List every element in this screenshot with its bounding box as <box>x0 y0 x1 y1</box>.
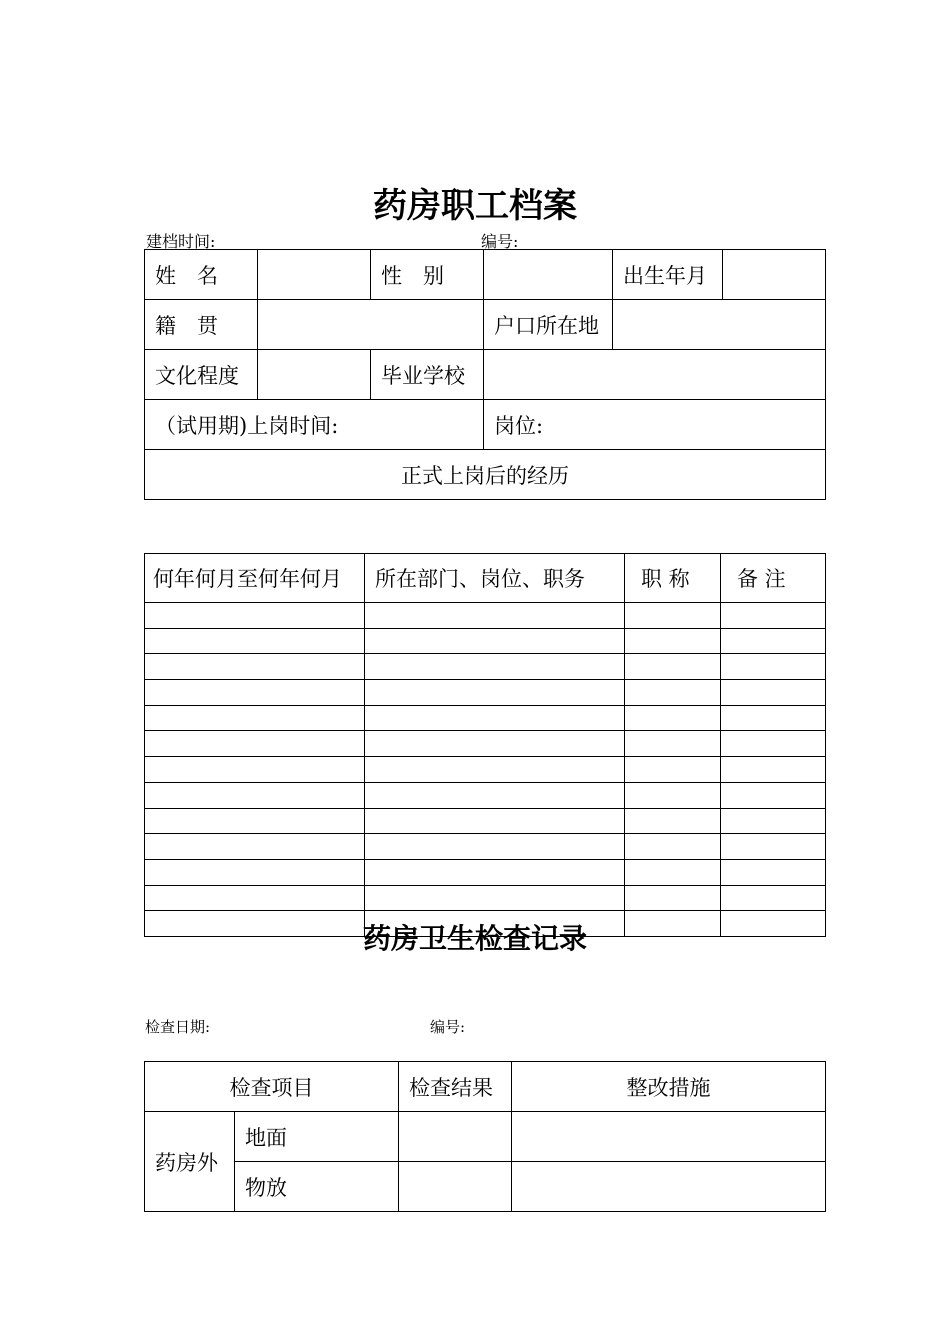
history-table <box>144 553 826 937</box>
history-cell[interactable] <box>365 757 625 783</box>
history-cell[interactable] <box>145 705 365 731</box>
gender-label: 性 别 <box>371 250 484 300</box>
name-field[interactable] <box>258 250 371 300</box>
origin-label: 籍 贯 <box>145 300 258 350</box>
birth-label: 出生年月 <box>613 250 723 300</box>
history-row <box>145 808 826 834</box>
history-cell[interactable] <box>625 757 721 783</box>
history-cell[interactable] <box>365 731 625 757</box>
history-cell[interactable] <box>721 705 826 731</box>
history-heading: 正式上岗后的经历 <box>145 450 826 500</box>
inspection-action-floor[interactable] <box>512 1112 826 1162</box>
school-field[interactable] <box>484 350 826 400</box>
history-cell[interactable] <box>145 654 365 680</box>
history-cell[interactable] <box>625 859 721 885</box>
history-cell[interactable] <box>365 680 625 706</box>
history-col-remark: 备 注 <box>721 554 826 603</box>
history-cell[interactable] <box>721 757 826 783</box>
history-cell[interactable] <box>721 859 826 885</box>
gender-field[interactable] <box>484 250 613 300</box>
history-cell[interactable] <box>365 782 625 808</box>
inspection-group-outside: 药房外 <box>145 1112 235 1212</box>
history-cell[interactable] <box>145 603 365 629</box>
inspection-col-item: 检查项目 <box>145 1062 399 1112</box>
history-cell[interactable] <box>145 808 365 834</box>
history-cell[interactable] <box>721 654 826 680</box>
onboard-cell[interactable] <box>145 400 484 450</box>
onboard-label: （试用期)上岗时间: <box>155 413 339 438</box>
birth-field[interactable] <box>723 250 826 300</box>
inspection-result-floor[interactable] <box>399 1112 512 1162</box>
history-cell[interactable] <box>365 834 625 860</box>
history-col-dept: 所在部门、岗位、职务 <box>365 554 625 603</box>
history-cell[interactable] <box>145 757 365 783</box>
history-cell[interactable] <box>625 834 721 860</box>
history-cell[interactable] <box>145 885 365 911</box>
history-cell[interactable] <box>625 808 721 834</box>
history-cell[interactable] <box>365 654 625 680</box>
history-cell[interactable] <box>625 731 721 757</box>
inspection-table <box>144 1061 826 1212</box>
history-cell[interactable] <box>625 885 721 911</box>
history-cell[interactable] <box>721 628 826 654</box>
history-cell[interactable] <box>365 603 625 629</box>
history-row <box>145 834 826 860</box>
history-cell[interactable] <box>721 680 826 706</box>
history-cell[interactable] <box>365 808 625 834</box>
history-cell[interactable] <box>721 885 826 911</box>
inspection-title: 药房卫生检查记录 <box>362 922 587 955</box>
name-label: 姓 名 <box>145 250 258 300</box>
history-cell[interactable] <box>625 654 721 680</box>
history-row <box>145 628 826 654</box>
inspection-col-action: 整改措施 <box>512 1062 826 1112</box>
history-cell[interactable] <box>721 731 826 757</box>
inspection-action-storage[interactable] <box>512 1162 826 1212</box>
history-cell[interactable] <box>721 603 826 629</box>
history-row <box>145 654 826 680</box>
history-row <box>145 603 826 629</box>
history-cell[interactable] <box>721 834 826 860</box>
history-cell[interactable] <box>625 628 721 654</box>
education-field[interactable] <box>258 350 371 400</box>
history-cell[interactable] <box>721 808 826 834</box>
history-row <box>145 705 826 731</box>
history-cell[interactable] <box>145 834 365 860</box>
history-col-title: 职 称 <box>625 554 721 603</box>
history-cell[interactable] <box>365 628 625 654</box>
post-cell[interactable] <box>484 400 826 450</box>
inspection-number-label: 编号: <box>430 1018 466 1036</box>
history-row <box>145 680 826 706</box>
history-cell[interactable] <box>365 859 625 885</box>
history-row <box>145 885 826 911</box>
history-cell[interactable] <box>365 705 625 731</box>
inspection-item-floor: 地面 <box>235 1112 399 1162</box>
history-cell[interactable] <box>625 680 721 706</box>
inspection-result-storage[interactable] <box>399 1162 512 1212</box>
history-cell[interactable] <box>145 731 365 757</box>
school-label: 毕业学校 <box>371 350 484 400</box>
history-cell[interactable] <box>145 680 365 706</box>
history-row <box>145 859 826 885</box>
history-cell[interactable] <box>145 628 365 654</box>
history-cell[interactable] <box>365 885 625 911</box>
post-label: 岗位: <box>494 413 544 438</box>
education-label: 文化程度 <box>145 350 258 400</box>
hukou-field[interactable] <box>613 300 826 350</box>
history-row <box>145 782 826 808</box>
inspection-item-storage: 物放 <box>235 1162 399 1212</box>
archive-number-label: 编号: <box>481 232 519 251</box>
inspection-col-result: 检查结果 <box>399 1062 512 1112</box>
history-cell[interactable] <box>625 705 721 731</box>
history-cell[interactable] <box>145 782 365 808</box>
history-row <box>145 757 826 783</box>
employee-info-table <box>144 249 826 500</box>
history-col-period: 何年何月至何年何月 <box>145 554 365 603</box>
history-cell[interactable] <box>625 782 721 808</box>
history-cell[interactable] <box>721 782 826 808</box>
history-cell[interactable] <box>625 603 721 629</box>
history-cell[interactable] <box>145 859 365 885</box>
history-row <box>145 731 826 757</box>
origin-field[interactable] <box>258 300 484 350</box>
archive-date-label: 建档时间: <box>146 232 216 251</box>
inspection-date-label: 检查日期: <box>145 1018 211 1036</box>
hukou-label: 户口所在地 <box>484 300 613 350</box>
archive-title: 药房职工档案 <box>373 186 577 226</box>
